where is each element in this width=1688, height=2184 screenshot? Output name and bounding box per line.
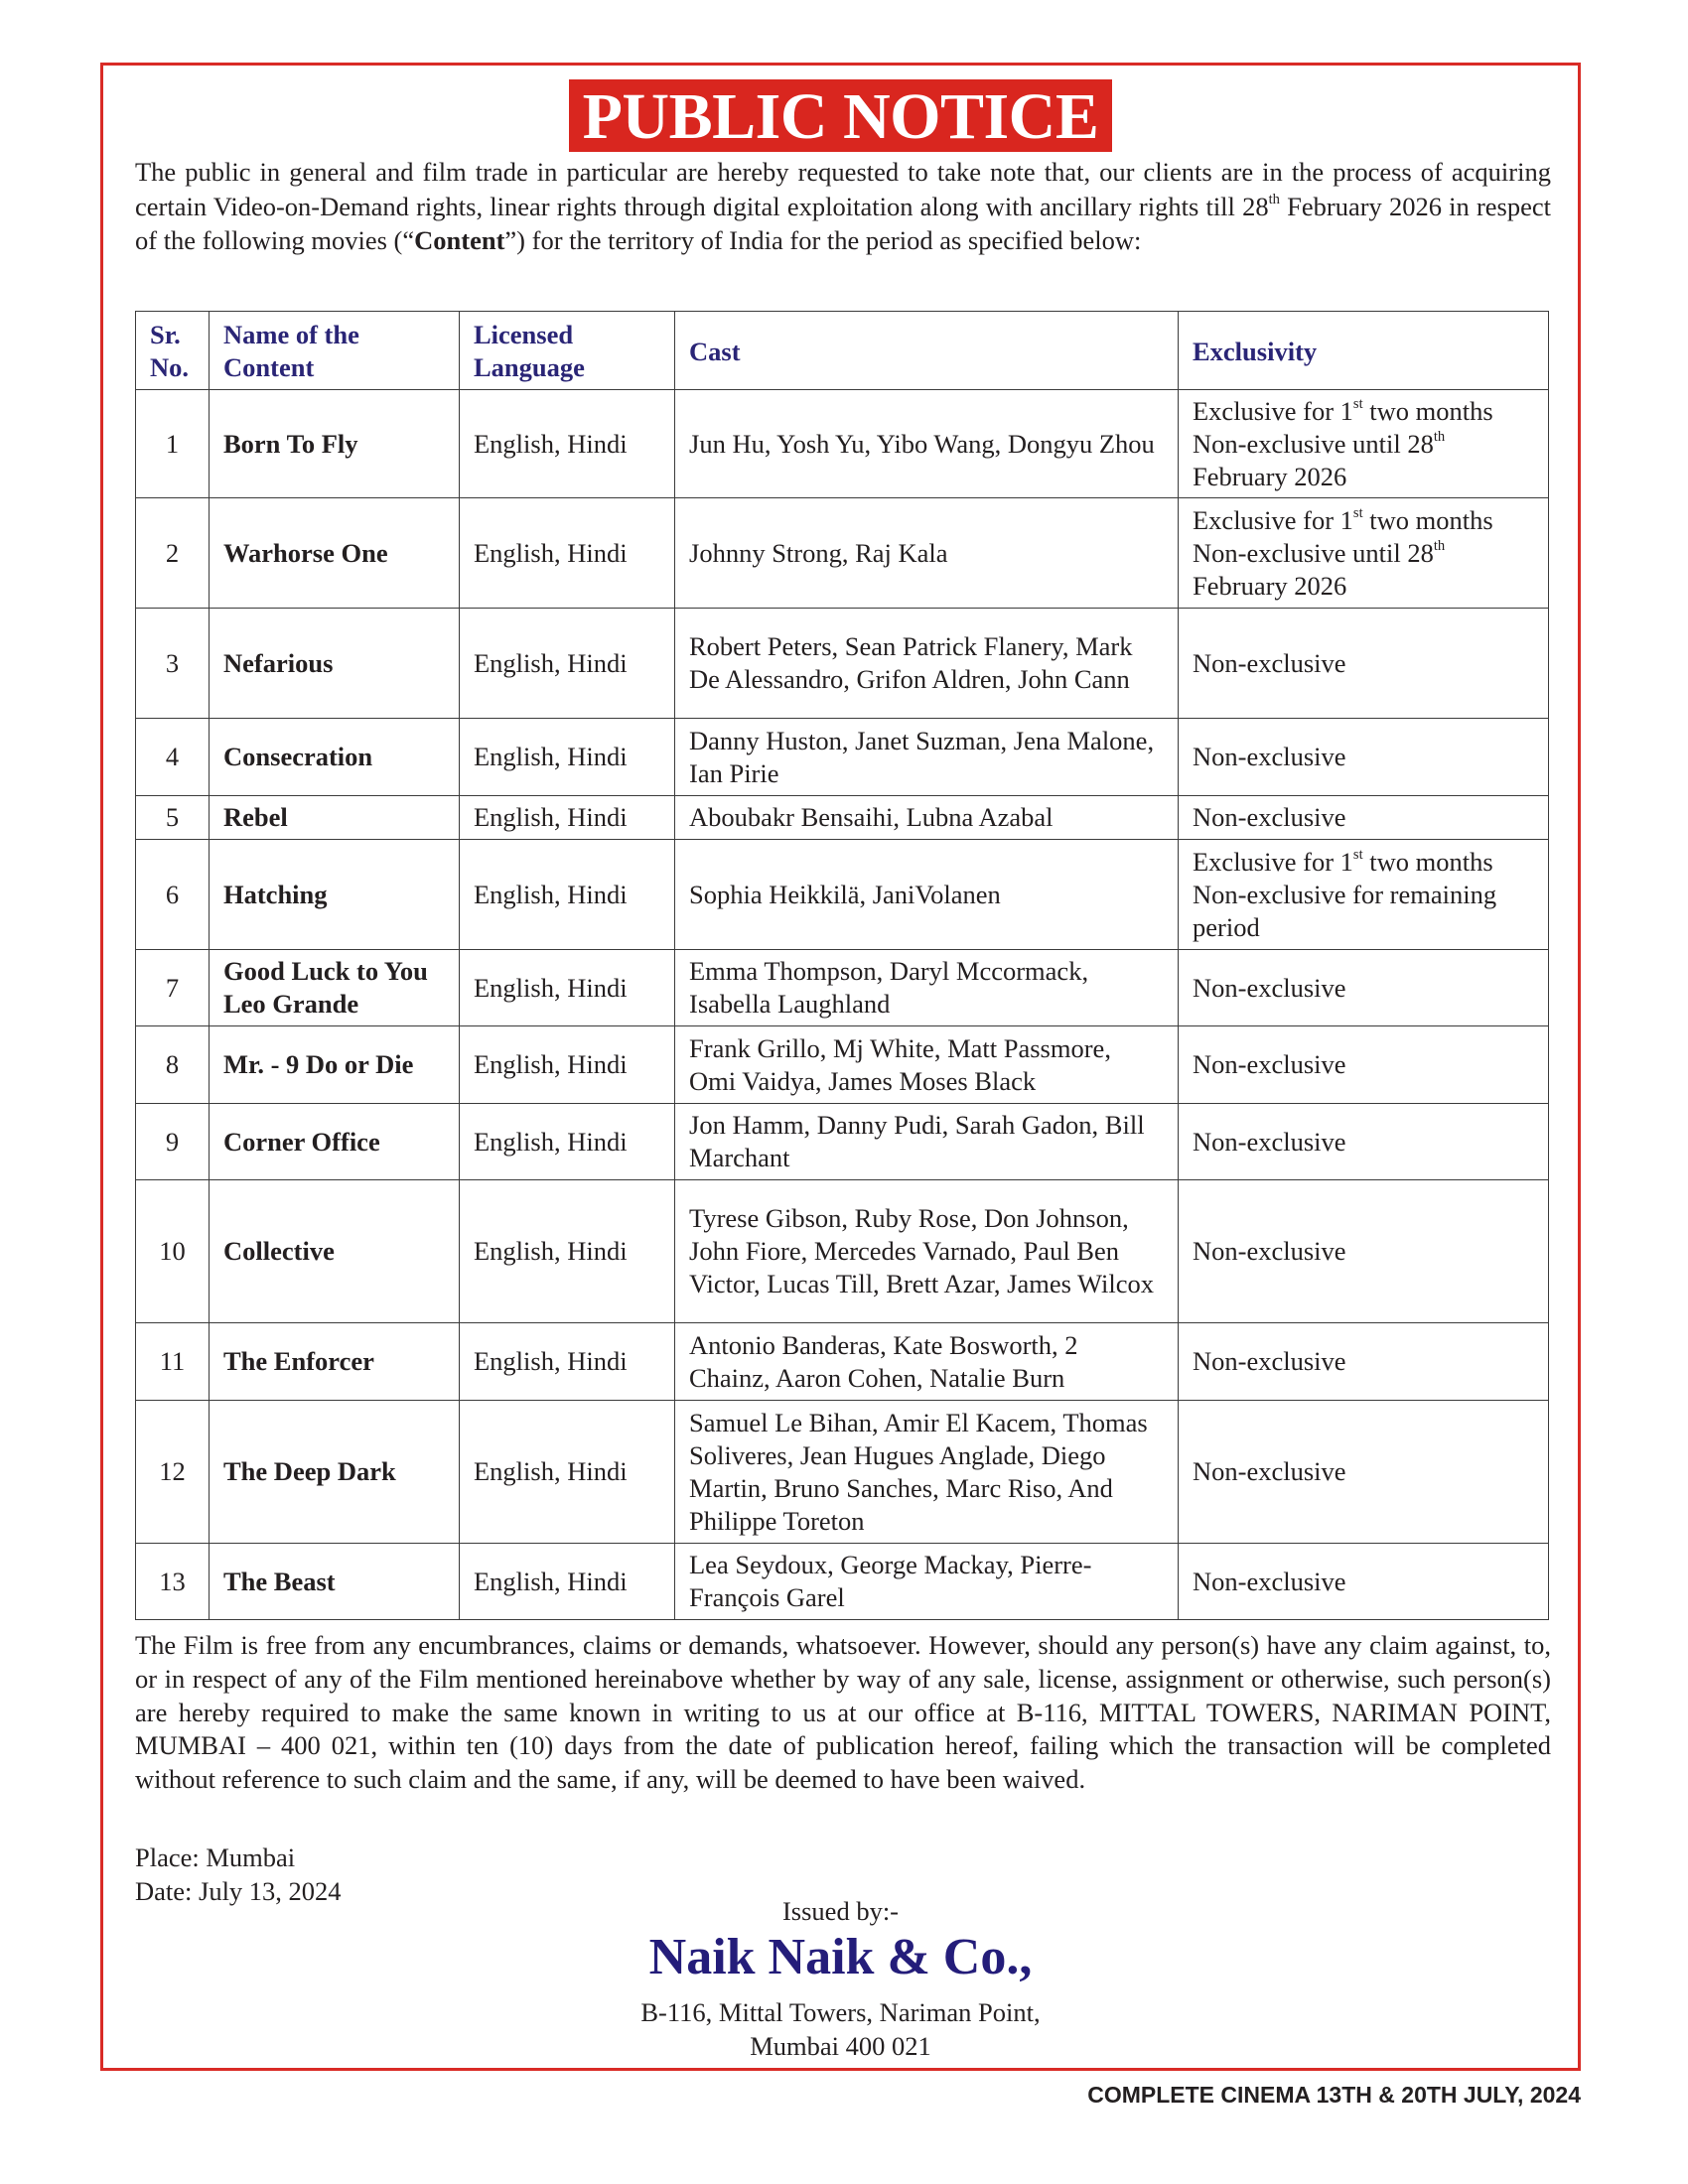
intro-text-1: The public in general and film trade in particular are hereby requested to take note that, our clients are in the process of acquiring certain Video-on-Demand rights, linear rights through digital exploitation along with ancillary rights till 28 — [135, 157, 1551, 221]
cell-language: English, Hindi — [460, 1180, 675, 1323]
cell-language: English, Hindi — [460, 498, 675, 609]
cell-content-name: Nefarious — [210, 609, 460, 719]
cell-language: English, Hindi — [460, 1104, 675, 1180]
cell-cast: Sophia Heikkilä, JaniVolanen — [675, 840, 1179, 950]
cell-cast: Samuel Le Bihan, Amir El Kacem, Thomas Soliveres, Jean Hugues Anglade, Diego Martin, Bruno Sanches, Marc Riso, And Philippe Toreton — [675, 1401, 1179, 1544]
cell-content-name: Corner Office — [210, 1104, 460, 1180]
intro-sup: th — [1268, 191, 1280, 207]
cell-sr: 1 — [136, 390, 210, 498]
header-name — [210, 312, 460, 390]
cell-cast: Jon Hamm, Danny Pudi, Sarah Gadon, Bill Marchant — [675, 1104, 1179, 1180]
cell-language: English, Hindi — [460, 390, 675, 498]
cell-content-name: Warhorse One — [210, 498, 460, 609]
cell-exclusivity: Non-exclusive — [1179, 1323, 1549, 1401]
cell-sr: 5 — [136, 796, 210, 840]
table-row — [136, 1323, 1549, 1401]
cell-sr: 10 — [136, 1180, 210, 1323]
table-header-row — [136, 312, 1549, 390]
table-row — [136, 1401, 1549, 1544]
cell-sr: 13 — [136, 1544, 210, 1620]
table-row — [136, 1104, 1549, 1180]
header-exclusivity — [1179, 312, 1549, 390]
cell-sr: 8 — [136, 1026, 210, 1104]
cell-content-name: The Beast — [210, 1544, 460, 1620]
cell-cast: Jun Hu, Yosh Yu, Yibo Wang, Dongyu Zhou — [675, 390, 1179, 498]
cell-language: English, Hindi — [460, 1026, 675, 1104]
cell-exclusivity: Non-exclusive — [1179, 719, 1549, 796]
cell-content-name: Consecration — [210, 719, 460, 796]
intro-bold-content: Content — [414, 225, 505, 255]
cell-cast: Frank Grillo, Mj White, Matt Passmore, Omi Vaidya, James Moses Black — [675, 1026, 1179, 1104]
intro-paragraph — [135, 155, 1551, 258]
cell-cast: Aboubakr Bensaihi, Lubna Azabal — [675, 796, 1179, 840]
issued-by-label: Issued by:- — [781, 1896, 900, 1926]
cell-sr: 9 — [136, 1104, 210, 1180]
cell-exclusivity — [1179, 390, 1549, 498]
cell-sr: 7 — [136, 950, 210, 1026]
intro-text-3: ”) for the territory of India for the period as specified below: — [504, 225, 1142, 255]
cell-sr: 6 — [136, 840, 210, 950]
cell-exclusivity: Non-exclusive — [1179, 796, 1549, 840]
cell-sr: 12 — [136, 1401, 210, 1544]
cell-language: English, Hindi — [460, 796, 675, 840]
cell-exclusivity: Non-exclusive — [1179, 950, 1549, 1026]
cell-content-name: Mr. - 9 Do or Die — [210, 1026, 460, 1104]
exclusivity-text: Exclusive for 1 — [1193, 395, 1353, 426]
place: Place: Mumbai — [135, 1843, 296, 1872]
cell-sr: 3 — [136, 609, 210, 719]
cell-content-name: Hatching — [210, 840, 460, 950]
cell-language: English, Hindi — [460, 609, 675, 719]
cell-cast: Lea Seydoux, George Mackay, Pierre-François Garel — [675, 1544, 1179, 1620]
header-sr — [136, 312, 210, 390]
publication-footer: COMPLETE CINEMA 13TH & 20TH JULY, 2024 — [1087, 2082, 1581, 2108]
exclusivity-text: th — [1433, 428, 1446, 445]
table-row — [136, 719, 1549, 796]
cell-exclusivity: Non-exclusive — [1179, 1401, 1549, 1544]
exclusivity-text: Exclusive for 1 — [1193, 846, 1353, 877]
table-row — [136, 1544, 1549, 1620]
cell-exclusivity: Non-exclusive — [1179, 609, 1549, 719]
cell-content-name: Rebel — [210, 796, 460, 840]
cell-cast: Robert Peters, Sean Patrick Flanery, Mark De Alessandro, Grifon Aldren, John Cann — [675, 609, 1179, 719]
firm-address-line1: B-116, Mittal Towers, Nariman Point, — [640, 1997, 1041, 2027]
table-row — [136, 609, 1549, 719]
exclusivity-text: st — [1352, 395, 1363, 412]
exclusivity-text: two months — [1362, 846, 1493, 877]
exclusivity-text: Non-exclusive for remaining period — [1193, 879, 1497, 942]
closing-paragraph: The Film is free from any encumbrances, claims or demands, whatsoever. However, should any person(s) have any claim against, to, or in respect of any of the Film mentioned hereinabove whether by way of any sale, license, assignment or otherwise, such person(s) are hereby required to make the same known in writing to us at our office at B-116, MITTAL TOWERS, NARIMAN POINT, MUMBAI – 400 021, within ten (10) days from the date of publication hereof, failing which the transaction will be completed without reference to such claim and the same, if any, will be deemed to have been waived. — [135, 1630, 1551, 1795]
cell-sr: 11 — [136, 1323, 210, 1401]
table-row — [136, 1026, 1549, 1104]
exclusivity-text: Non-exclusive until 28 — [1193, 428, 1434, 459]
cell-cast: Johnny Strong, Raj Kala — [675, 498, 1179, 609]
header-exclusivity-label: Exclusivity — [1193, 336, 1318, 366]
cell-language: English, Hindi — [460, 840, 675, 950]
header-name-label: Name of the Content — [223, 320, 359, 382]
firm-address-line2: Mumbai 400 021 — [750, 2030, 931, 2061]
exclusivity-text: Non-exclusive until 28 — [1193, 537, 1434, 568]
table-row — [136, 390, 1549, 498]
exclusivity-text: two months — [1362, 395, 1493, 426]
cell-content-name: Born To Fly — [210, 390, 460, 498]
cell-cast: Danny Huston, Janet Suzman, Jena Malone, Ian Pirie — [675, 719, 1179, 796]
firm-address — [103, 1996, 1578, 2063]
exclusivity-text: st — [1352, 846, 1363, 863]
exclusivity-text: th — [1433, 537, 1446, 554]
table-row — [136, 840, 1549, 950]
cell-exclusivity — [1179, 498, 1549, 609]
table-body — [136, 390, 1549, 1620]
header-cast-label: Cast — [689, 336, 741, 366]
header-cast — [675, 312, 1179, 390]
exclusivity-text: two months — [1362, 504, 1493, 535]
cell-exclusivity: Non-exclusive — [1179, 1026, 1549, 1104]
cell-cast: Emma Thompson, Daryl Mccormack, Isabella Laughland — [675, 950, 1179, 1026]
header-sr-label: Sr. No. — [150, 320, 190, 382]
header-language — [460, 312, 675, 390]
cell-language: English, Hindi — [460, 950, 675, 1026]
header-language-label: Licensed Language — [474, 320, 585, 382]
title-wrap — [103, 79, 1578, 152]
cell-cast: Antonio Banderas, Kate Bosworth, 2 Chainz, Aaron Cohen, Natalie Burn — [675, 1323, 1179, 1401]
cell-language: English, Hindi — [460, 719, 675, 796]
table-row — [136, 1180, 1549, 1323]
cell-content-name: The Deep Dark — [210, 1401, 460, 1544]
cell-exclusivity — [1179, 840, 1549, 950]
table-row — [136, 796, 1549, 840]
cell-content-name: The Enforcer — [210, 1323, 460, 1401]
table-row — [136, 950, 1549, 1026]
cell-content-name: Collective — [210, 1180, 460, 1323]
exclusivity-text: February 2026 — [1193, 570, 1347, 601]
exclusivity-text: Exclusive for 1 — [1193, 504, 1353, 535]
cell-sr: 2 — [136, 498, 210, 609]
cell-exclusivity: Non-exclusive — [1179, 1180, 1549, 1323]
cell-language: English, Hindi — [460, 1544, 675, 1620]
notice-title: PUBLIC NOTICE — [569, 79, 1113, 152]
firm-name: Naik Naik & Co., — [648, 1929, 1033, 1985]
cell-cast: Tyrese Gibson, Ruby Rose, Don Johnson, John Fiore, Mercedes Varnado, Paul Ben Victor, Lucas Till, Brett Azar, James Wilcox — [675, 1180, 1179, 1323]
exclusivity-text: st — [1352, 504, 1363, 521]
cell-language: English, Hindi — [460, 1401, 675, 1544]
cell-exclusivity: Non-exclusive — [1179, 1104, 1549, 1180]
notice-frame — [100, 63, 1581, 2071]
cell-exclusivity: Non-exclusive — [1179, 1544, 1549, 1620]
cell-sr: 4 — [136, 719, 210, 796]
cell-content-name: Good Luck to You Leo Grande — [210, 950, 460, 1026]
date: Date: July 13, 2024 — [135, 1875, 342, 1906]
intro-text-2: February 2026 in respect of the following movies (“ — [135, 191, 1551, 255]
cell-language: English, Hindi — [460, 1323, 675, 1401]
exclusivity-text: February 2026 — [1193, 461, 1347, 491]
table-row — [136, 498, 1549, 609]
content-table — [135, 311, 1549, 1620]
